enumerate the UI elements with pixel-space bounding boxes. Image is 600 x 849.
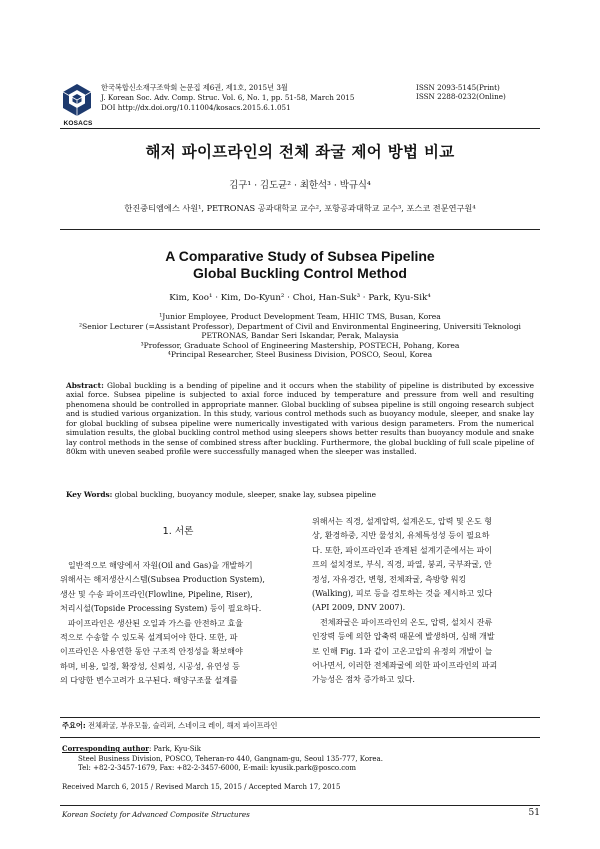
footer-rule (60, 805, 540, 806)
text-line: 정성, 자유경간, 변형, 전체좌굴, 측방향 워킹 (312, 574, 467, 584)
journal-ko: 한국복합신소재구조학회 논문집 제6권, 제1호, 2015년 3월 (101, 83, 288, 92)
text-line: 인장력 등에 의한 압축력 때문에 발생하며, 심해 개발 (312, 632, 495, 642)
text-line: 전체좌굴은 파이프라인의 온도, 압력, 설치시 잔류 (320, 617, 493, 627)
affiliations-english (0, 312, 600, 360)
abstract-text: Global buckling is a bending of pipeline and it occurs when the stability of pipeline is distributed by excessive axial force. Subsea pipeline is subjected to axial force induced by temperature and pressure from well and resulting phenomena should be controlled in appropriate manner. Global buckling of subsea pipeline is still ongoing research subject and is studied various organization. In this study, various control methods such as buoyancy module, sleeper, and snake lay for global buckling of subsea pipeline were numerically investigated with various design parameters. From the numerical simulation results, the global buckling control method using sleepers shows better results than buoyancy module and snake lay control methods in the sense of combined stress after buckling. Furthermore, the global buckling of full scale pipeline of 80km with uneven seabed profile were successfully managed when the sleeper was installed. (66, 381, 534, 457)
corresponding-name: : Park, Kyu-Sik (148, 745, 202, 753)
authors-korean: 김구¹ · 김도균² · 최한석³ · 박규식⁴ (229, 180, 371, 191)
right-paragraph-2 (312, 616, 544, 688)
corresponding-contact[interactable]: Tel: +82-2-3457-1679, Fax: +82-2-3457-6000, E-mail: kyusik.park@posco.com (78, 764, 356, 773)
korean-keywords-text: 전체좌굴, 부유모듈, 슬리퍼, 스네이크 레이, 해저 파이프라인 (88, 721, 278, 730)
keywords-text: global buckling, buoyancy module, sleeper, snake lay, subsea pipeline (114, 490, 377, 499)
affiliation-2-cont: PETRONAS, Bandar Seri Iskandar, Perak, Malaysia (201, 331, 399, 341)
text-line: 어나면서, 이러한 전체좌굴에 의한 파이프라인의 파괴 (312, 661, 498, 671)
title-korean: 해저 파이프라인의 전체 좌굴 제어 방법 비교 (145, 143, 455, 161)
korean-keywords-label: 주요어: (62, 721, 86, 730)
affiliation-4: ⁴Principal Researcher, Steel Business Division, POSCO, Seoul, Korea (167, 350, 433, 360)
title-divider (60, 229, 540, 230)
corresponding-author (62, 744, 383, 774)
text-line: 이프라인은 사용연한 동안 구조적 안정성을 확보해야 (60, 647, 243, 657)
text-line: 하며, 비용, 일정, 확장성, 신뢰성, 시공성, 유연성 등 (60, 661, 240, 671)
section-heading-intro: 1. 서론 (162, 526, 194, 537)
text-line: 파이프라인은 생산된 오일과 가스를 안전하고 효율 (68, 618, 244, 628)
doi-link[interactable]: DOI http://dx.doi.org/10.11004/kosacs.2015.6.1.051 (101, 103, 291, 113)
footnote-rule-2 (60, 737, 540, 738)
authors-english: Kim, Koo¹ · Kim, Do-Kyun² · Choi, Han-Suk³ · Park, Kyu-Sik⁴ (169, 293, 431, 303)
text-line: 처리시설(Topside Processing System) 등이 필요하다. (60, 604, 262, 614)
text-line: (API 2009, DNV 2007). (312, 603, 406, 613)
text-line: 적으로 수송할 수 있도록 설계되어야 한다. 또한, 파 (60, 633, 238, 643)
title-english-line2: Global Buckling Control Method (193, 265, 407, 281)
logo-text: KOSACS (63, 120, 93, 127)
text-line: 가능성은 점차 증가하고 있다. (312, 675, 415, 685)
title-english-line1: A Comparative Study of Subsea Pipeline (165, 248, 435, 264)
abstract-label: Abstract: (66, 381, 104, 390)
left-paragraph (60, 559, 296, 689)
corresponding-address: Steel Business Division, POSCO, Teheran-ro 440, Gangnam-gu, Seoul 135-777, Korea. (78, 754, 383, 763)
abstract (66, 381, 534, 457)
right-paragraph-1 (312, 515, 544, 616)
issn-block (416, 83, 506, 101)
text-line: 프의 설치경로, 부식, 직경, 파열, 붕괴, 국부좌굴, 안 (312, 560, 492, 570)
keywords-label: Key Words: (66, 490, 113, 499)
affiliation-2: ²Senior Lecturer (=Assistant Professor), Department of Civil and Environmental Engineering, Universiti Teknologi (78, 321, 521, 331)
text-line: 상, 환경하중, 지반 물성치, 유체특성성 등이 필요하 (312, 531, 490, 541)
journal-en: J. Korean Soc. Adv. Comp. Struc. Vol. 6, No. 1, pp. 51-58, March 2015 (101, 93, 355, 103)
text-line: 일반적으로 해양에서 자원(Oil and Gas)을 개발하기 (68, 561, 253, 570)
korean-keywords (62, 721, 278, 731)
affiliation-1: ¹Junior Employee, Product Development Team, HHIC TMS, Busan, Korea (159, 312, 441, 321)
journal-info (101, 83, 354, 114)
issn-online: ISSN 2288-0232(Online) (416, 92, 506, 101)
text-line: 생산 및 수송 파이프라인(Flowline, Pipeline, Riser), (60, 589, 253, 599)
footer-society: Korean Society for Advanced Composite Structures (62, 810, 250, 819)
issn-print: ISSN 2093-5145(Print) (416, 83, 500, 92)
keywords (66, 490, 534, 499)
text-line: 다. 또한, 파이프라인과 관계된 설계기준에서는 파이 (312, 545, 493, 555)
title-english (0, 248, 600, 282)
footnote-rule (60, 717, 540, 718)
received-dates: Received March 6, 2015 / Revised March 15, 2015 / Accepted March 17, 2015 (62, 783, 341, 791)
corresponding-label: Corresponding author (62, 744, 149, 753)
text-line: 로 인해 Fig. 1과 같이 고온고압의 유정의 개발이 늘 (312, 646, 493, 656)
body-right-column (312, 515, 544, 688)
text-line: 위해서는 직경, 설계압력, 설계온도, 압력 및 온도 형 (312, 517, 492, 526)
kosacs-logo (60, 82, 94, 122)
header-rule (60, 128, 540, 129)
text-line: 위해서는 해저생산시스템(Subsea Production System), (60, 575, 265, 585)
affiliation-korean: 한진중티엠에스 사원¹, PETRONAS 공과대학교 교수², 포항공과대학교 교수³, 포스코 전문연구원⁴ (124, 203, 476, 213)
page-number: 51 (528, 808, 540, 818)
text-line: 의 다양한 변수고려가 요구된다. 해양구조물 설계를 (60, 676, 238, 686)
text-line: (Walking), 피로 등을 검토하는 것을 제시하고 있다 (312, 589, 493, 599)
affiliation-3: ³Professor, Graduate School of Engineering Mastership, POSTECH, Pohang, Korea (140, 340, 460, 350)
body-left-column (60, 515, 296, 689)
